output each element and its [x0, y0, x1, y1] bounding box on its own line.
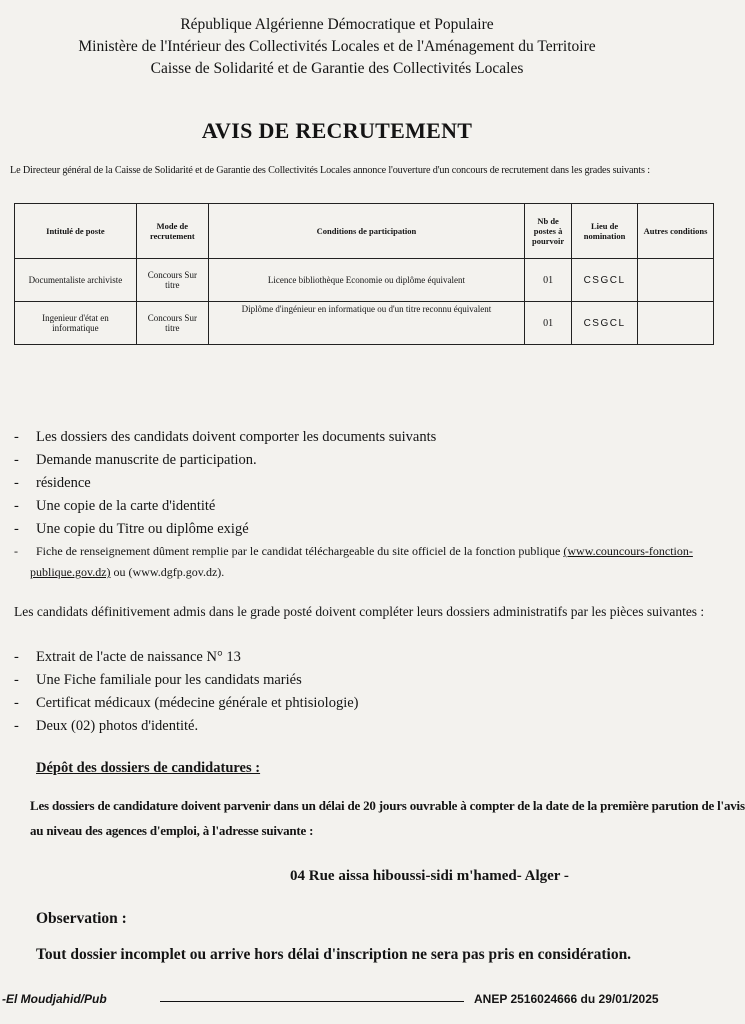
cell-mode: Concours Sur titre	[136, 259, 208, 302]
bullet-dash-icon: -	[14, 672, 19, 688]
list-item: - Une Fiche familiale pour les candidats mariés	[14, 669, 714, 692]
link-concours-fonction-publique[interactable]: (www.councours-fonction-	[563, 544, 693, 558]
depot-address: 04 Rue aissa hiboussi-sidi m'hamed- Alger -	[290, 868, 569, 884]
bullet-dash-icon: -	[14, 452, 19, 468]
list-item: - résidence	[14, 472, 714, 495]
bullet-dash-icon: -	[14, 718, 19, 734]
complete-dossier-paragraph: Les candidats définitivement admis dans le grade posté doivent compléter leurs dossiers administratifs par les pièces suivantes :	[14, 604, 705, 619]
positions-table	[14, 203, 714, 345]
notice-title: AVIS DE RECRUTEMENT	[201, 118, 473, 143]
observation-text: Tout dossier incomplet ou arrive hors délai d'inscription ne sera pas pris en considération.	[36, 946, 632, 963]
cell-poste: Documentaliste archiviste	[15, 259, 137, 302]
list-item: - Certificat médicaux (médecine générale et phtisiologie)	[14, 692, 714, 715]
bullet-dash-icon: -	[14, 429, 19, 445]
header-line-ministry: Ministère de l'Intérieur des Collectivités Locales et de l'Aménagement du Territoire	[78, 38, 596, 55]
table-row	[15, 302, 714, 345]
publication-footer	[0, 992, 674, 1012]
list-item: - Demande manuscrite de participation.	[14, 449, 714, 472]
bullet-dash-icon: -	[14, 498, 19, 514]
footer-anep-reference: ANEP 2516024666 du 29/01/2025	[474, 992, 659, 1006]
bullet-dash-icon: -	[14, 475, 19, 491]
link-dgfp: ou (www.dgfp.gov.dz).	[110, 565, 225, 579]
col-header-poste: Intitulé de poste	[15, 204, 137, 259]
bullet-dash-icon: -	[14, 521, 19, 537]
cell-lieu: CSGCL	[572, 302, 638, 345]
bullet-dash-icon: -	[14, 544, 18, 558]
list-item: - Les dossiers des candidats doivent comporter les documents suivants	[14, 426, 714, 449]
footer-publication: -El Moudjahid/Pub	[2, 992, 107, 1006]
col-header-mode: Mode de recrutement	[136, 204, 208, 259]
header-line-caisse: Caisse de Solidarité et de Garantie des Collectivités Locales	[150, 60, 524, 77]
footer-divider	[160, 1001, 464, 1002]
list-item: - Une copie de la carte d'identité	[14, 495, 714, 518]
list-item-fiche: - Fiche de renseignement dûment remplie par le candidat téléchargeable du site officiel de la fonction publique (www.councours-fonction-	[14, 541, 714, 562]
bullet-dash-icon: -	[14, 649, 19, 665]
cell-mode: Concours Sur titre	[136, 302, 208, 345]
admin-documents-list	[14, 646, 714, 738]
cell-lieu: CSGCL	[572, 259, 638, 302]
list-item-fiche-continued	[14, 562, 714, 583]
cell-conditions: Diplôme d'ingénieur en informatique ou d'un titre reconnu équivalent	[208, 302, 524, 345]
cell-autres	[638, 259, 714, 302]
col-header-autres: Autres conditions	[638, 204, 714, 259]
cell-nb-postes: 01	[525, 259, 572, 302]
col-header-lieu: Lieu de nomination	[572, 204, 638, 259]
list-item: - Extrait de l'acte de naissance N° 13	[14, 646, 714, 669]
depot-heading: Dépôt des dossiers de candidatures :	[36, 760, 261, 776]
depot-paragraph-line1: Les dossiers de candidature doivent parvenir dans un délai de 20 jours ouvrable à compter de la date de la première parution de l'avis	[30, 798, 745, 813]
cell-autres	[638, 302, 714, 345]
required-documents-list	[14, 426, 714, 583]
list-item: - Une copie du Titre ou diplôme exigé	[14, 518, 714, 541]
col-header-conditions: Conditions de participation	[208, 204, 524, 259]
institution-header	[0, 14, 674, 80]
intro-paragraph: Le Directeur général de la Caisse de Solidarité et de Garantie des Collectivités Locales annonce l'ouverture d'un concours de recrutement dans les grades suivants :	[10, 165, 650, 176]
cell-poste: Ingenieur d'état en informatique	[15, 302, 137, 345]
table-header-row	[15, 204, 714, 259]
bullet-dash-icon: -	[14, 695, 19, 711]
col-header-nb-postes: Nb de postes à pourvoir	[525, 204, 572, 259]
cell-nb-postes: 01	[525, 302, 572, 345]
list-item: - Deux (02) photos d'identité.	[14, 715, 714, 738]
cell-conditions: Licence bibliothèque Economie ou diplôme équivalent	[208, 259, 524, 302]
link-concours-fonction-publique-cont[interactable]: publique.gov.dz)	[30, 565, 111, 579]
header-line-republic: République Algérienne Démocratique et Populaire	[180, 16, 494, 33]
observation-heading: Observation :	[36, 910, 127, 927]
table-row	[15, 259, 714, 302]
depot-paragraph-line2: au niveau des agences d'emploi, à l'adresse suivante :	[30, 823, 314, 838]
